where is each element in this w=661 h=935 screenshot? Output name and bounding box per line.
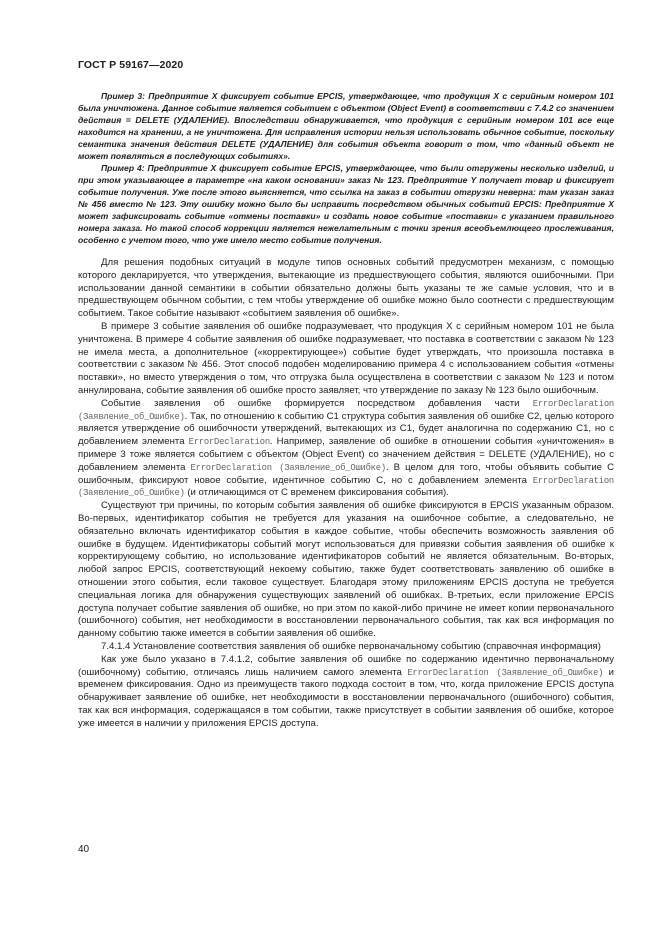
paragraph-examples-explanation: В примере 3 событие заявления об ошибке подразумевает, что продукция X с серийным номером 101 не была уничтожена. В примере 4 событие заявления об ошибке подразумевает, что поставка в соответствии с заказом № 123 не имела места, а дополнительное («корректирующее») событие будет утверждать, что произошла поставка в соответствии с заказом № 456. Этот способ подобен моделированию примера 4 с использованием события «отмены поставки», но вместо утверждения о том, что отгрузка была осуществлена в соответствии с заказом № 123 и потом аннулирована, событие заявления об ошибке просто заявляет, что утверждение по заказу № 123 было ошибочным. (78, 320, 614, 396)
page-number: 40 (78, 844, 90, 855)
page-content (78, 90, 614, 730)
section-heading-7-4-1-4: 7.4.1.4 Установление соответствия заявления об ошибке первоначальному событию (справочная информация) (101, 640, 601, 652)
paragraph-matching-original-event (78, 654, 614, 731)
example-4: Пример 4: Предприятие X фиксирует событие EPCIS, утверждающее, что были отгружены несколько изделий, и при этом указывающее в параметре «на каком основании» заказ № 123. Предприятие Y получает товар и фиксирует событие получения. Уже после этого выясняется, что ссылка на заказ в событии отгрузки неверна: там указан заказ № 456 вместо № 123. Эту ошибку можно было бы исправить посредством обычных событий EPCIS: Предприятие X может зафиксировать событие «отмены поставки» и создать новое событие «поставки» с указанием правильного номера заказа. Но такой способ коррекции является нежелательным с точки зрения всеобъемлющего прослеживания, особенно с учетом того, что уже имело место событие получения. (78, 163, 614, 245)
example-3: Пример 3: Предприятие X фиксирует событие EPCIS, утверждающее, что продукция X с серийным номером 101 была уничтожена. Данное событие является событием с объектом (Object Event) в соответствии с 7.4.2 со значением действия = DELETE (УДАЛЕНИЕ). Впоследствии обнаруживается, что продукция с серийным номером 101 все еще находится на хранении, а не уничтожена. Для исправления истории нельзя использовать обычное событие, поскольку семантика значения действия DELETE (УДАЛЕНИЕ) для события объекта говорит о том, что «данный объект не может появляться в последующих событиях». (78, 91, 614, 161)
paragraph-error-declaration-intro: Для решения подобных ситуаций в модуле типов основных событий предусмотрен механизм, с помощью которого декларируется, что утверждения, вытекающие из предшествующего события, являются ошибочными. При использовании данной семантики в событии обязательно должны быть указаны те же самые условия, что и в предшествующем обычном событии, с тем чтобы утверждение об ошибке можно было соотнести с предшествующим событием. Такое событие называют «событием заявления об ошибке». (78, 257, 614, 320)
paragraph-error-declaration-structure (78, 398, 614, 500)
document-header: ГОСТ Р 59167—2020 (78, 59, 184, 71)
text-fragment: (и отличающимся от C временем фиксирования события). (184, 487, 449, 499)
text-fragment: Как уже было указано в 7.4.1.2, событие заявления об ошибке по содержанию идентично первоначальному (ошибочному) событию, отличаясь лишь наличием самого элемента (78, 653, 614, 678)
text-fragment: Событие заявления об ошибке формируется посредством добавления части (101, 397, 533, 409)
text-fragment: . В целом для того, чтобы объявить событие C ошибочным, фиксируют новое событие, идентичное событию C, но с добавлением элемента (78, 461, 614, 486)
section-gap (78, 246, 614, 257)
text-fragment: . Например, заявление об ошибке в отношении события «уничтожения» в примере 3 тоже является событием с объектом (Object Event) со значением действия = DELETE (УДАЛЕНИЕ), но с добавлением элемента (78, 436, 614, 473)
text-fragment: и временем фиксирования. Одно из преимуществ такого подхода состоит в том, что, когда приложение EPCIS доступа обнаруживает заявление об ошибке, нет необходимости в восстановлении первоначального (ошибочного) события, так как вся информация, содержащаяся в том событии, также присутствует в событии заявления об ошибке, которое уже имеется в наличии у приложения EPCIS доступа. (78, 666, 614, 729)
code-term: ErrorDeclaration (Заявление_об_Ошибке) (78, 475, 614, 499)
code-term: ErrorDeclaration (Заявление_об_Ошибке) (407, 667, 604, 678)
code-term: ErrorDeclaration (Заявление_об_Ошибке) (190, 462, 386, 473)
code-term: ErrorDeclaration (188, 437, 270, 448)
paragraph-three-reasons: Существуют три причины, по которым события заявления об ошибке фиксируются в EPCIS указанным образом. Во-первых, идентификатор события не требуется для указания на ошибочное событие, а следовательно, не обязательно включать идентификатор события в каждое событие, чтобы обеспечить возможность заявления об ошибке в будущем. Идентификаторы событий могут использоваться для привязки события заявления об ошибке к корректирующему событию, но использование идентификаторов событий не является обязательным. Во-вторых, любой запрос EPCIS, соответствующий некоему событию, также будет соответствовать заявлению об ошибке в отношении этого события, если таковое существует. Благодаря этому приложениям EPCIS доступа не требуется специальная логика для обнаружения существующих заявлений об ошибках. В-третьих, если приложение EPCIS доступа получает событие заявления об ошибке, но при этом по какой-либо причине не имеет копии первоначального (ошибочного) события, нет необходимости в восстановлении первоначального события, так как вся информация по данному событию также имеется в событии заявления об ошибке. (78, 500, 614, 640)
code-term: ErrorDeclaration (Заявление_об_Ошибке) (78, 398, 614, 422)
text-fragment: . Так, по отношению к событию C1 структура события заявления об ошибке C2, целью которого является утверждение об ошибочности утверждений, вытекающих из C1, будет аналогична по содержанию C1, но с добавлением элемента (78, 410, 614, 448)
